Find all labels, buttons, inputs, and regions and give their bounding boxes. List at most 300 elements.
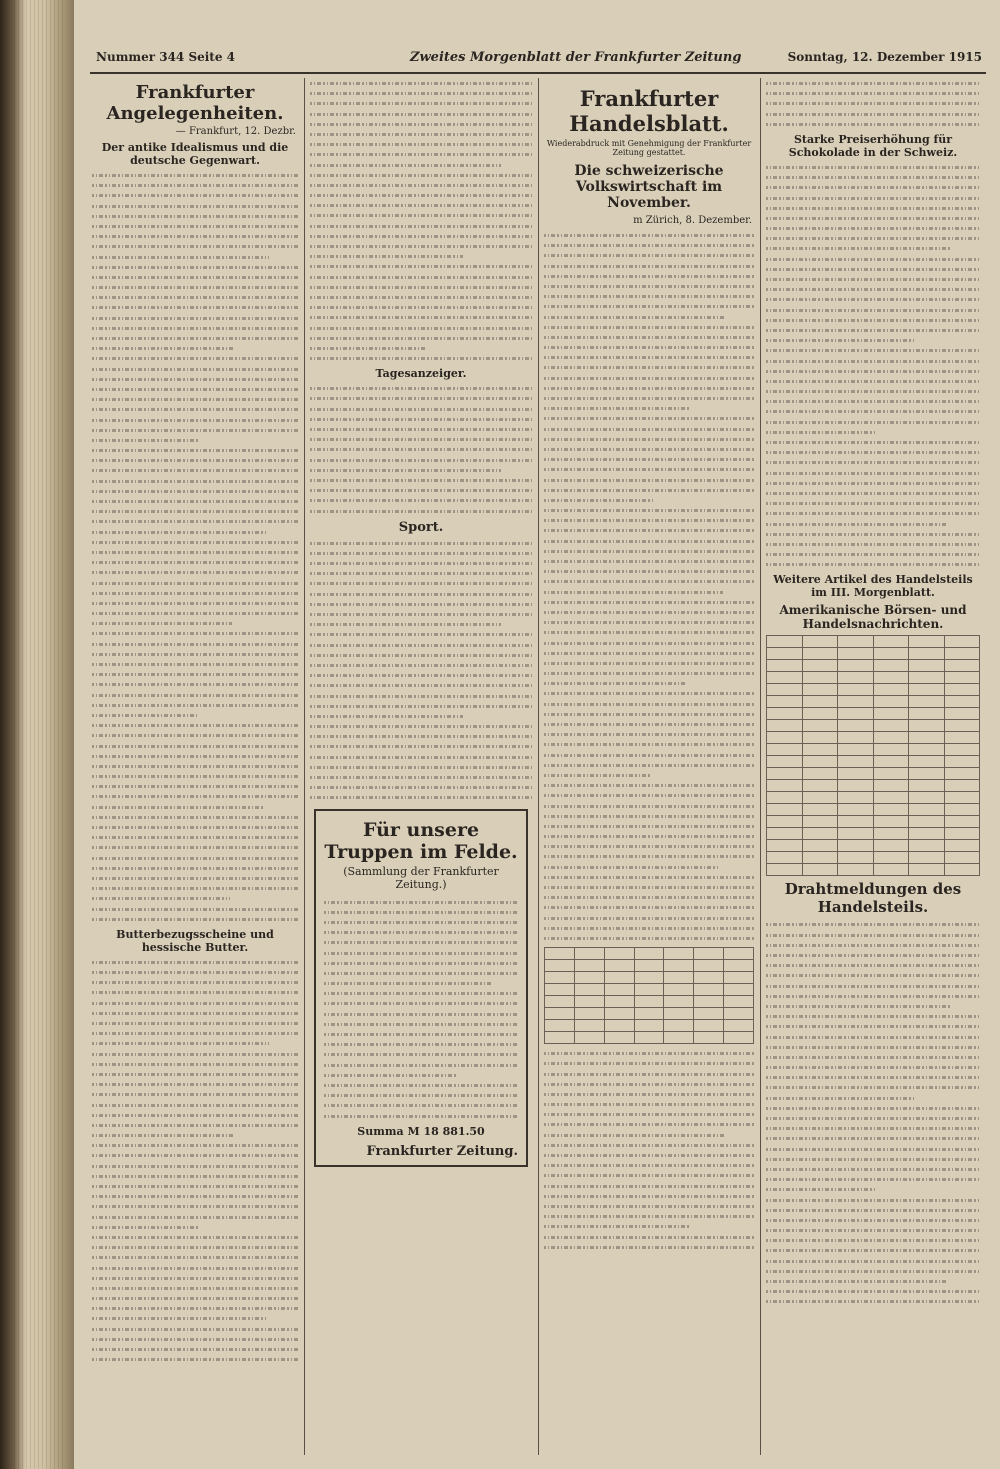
text-line xyxy=(766,1021,980,1031)
text-line xyxy=(92,893,230,903)
text-line xyxy=(544,413,754,423)
text-line xyxy=(544,475,754,485)
table-cell xyxy=(802,828,838,840)
table-cell xyxy=(838,816,874,828)
butter-body xyxy=(92,957,298,1365)
text-line xyxy=(310,701,532,711)
text-line xyxy=(310,609,532,619)
troops-total: Summa M 18 881.50 xyxy=(357,1124,485,1138)
text-line xyxy=(544,566,754,576)
table-cell xyxy=(574,984,604,996)
text-line xyxy=(544,1099,754,1109)
text-line xyxy=(92,578,298,588)
text-line xyxy=(766,109,980,119)
text-line xyxy=(766,264,980,274)
text-line xyxy=(310,312,532,322)
table-cell xyxy=(802,744,838,756)
table-cell xyxy=(664,1020,694,1032)
text-line xyxy=(92,1059,298,1069)
text-line xyxy=(766,162,980,172)
table-cell xyxy=(664,984,694,996)
troops-appeal-box xyxy=(314,809,528,1167)
text-line xyxy=(92,465,298,475)
table-row xyxy=(767,864,980,876)
text-line xyxy=(544,271,754,281)
text-line xyxy=(544,882,754,892)
table-cell xyxy=(944,828,980,840)
table-cell xyxy=(604,984,634,996)
text-line xyxy=(544,1089,754,1099)
page-header xyxy=(90,48,986,72)
table-cell xyxy=(634,1032,664,1044)
table-cell xyxy=(574,1032,604,1044)
text-line xyxy=(544,933,754,943)
text-line xyxy=(544,362,754,372)
table-cell xyxy=(838,852,874,864)
text-line xyxy=(766,940,980,950)
table-row xyxy=(545,960,754,972)
text-line xyxy=(544,281,754,291)
text-line xyxy=(544,1201,754,1211)
text-line xyxy=(92,1283,298,1293)
table-cell xyxy=(802,732,838,744)
text-line xyxy=(766,366,980,376)
table-cell xyxy=(767,756,803,768)
table-cell xyxy=(873,696,909,708)
text-line xyxy=(766,254,980,264)
text-line xyxy=(324,988,518,998)
table-row xyxy=(767,804,980,816)
text-line xyxy=(324,1070,458,1080)
text-line xyxy=(544,1211,754,1221)
table-row xyxy=(767,780,980,792)
text-line xyxy=(766,1052,980,1062)
table-row xyxy=(767,852,980,864)
table-cell xyxy=(767,708,803,720)
text-line xyxy=(766,478,980,488)
text-line xyxy=(544,831,754,841)
text-line xyxy=(92,1008,298,1018)
table-cell xyxy=(909,636,945,648)
text-line xyxy=(766,243,950,253)
table-cell xyxy=(909,816,945,828)
table-row xyxy=(767,696,980,708)
text-line xyxy=(766,508,980,518)
text-line xyxy=(544,342,754,352)
text-line xyxy=(92,957,298,967)
text-line xyxy=(544,770,651,780)
text-line xyxy=(766,1001,950,1011)
butter-heading: Butterbezugsscheine und hessische Butter. xyxy=(116,927,274,954)
table-cell xyxy=(724,996,754,1008)
text-line xyxy=(544,301,754,311)
text-line xyxy=(544,261,754,271)
table-cell xyxy=(545,996,575,1008)
text-line xyxy=(324,958,518,968)
table-cell xyxy=(767,816,803,828)
text-line xyxy=(92,282,298,292)
text-line xyxy=(310,149,532,159)
market-table xyxy=(766,635,980,876)
text-line xyxy=(92,445,298,455)
text-line xyxy=(544,1048,754,1058)
table-cell xyxy=(873,648,909,660)
table-cell xyxy=(574,972,604,984)
table-cell xyxy=(909,768,945,780)
table-cell xyxy=(767,732,803,744)
handelsblatt-title: Frankfurter Handelsblatt. xyxy=(569,86,729,136)
text-line xyxy=(310,670,532,680)
text-line xyxy=(766,559,980,569)
table-cell xyxy=(944,636,980,648)
text-line xyxy=(92,231,298,241)
text-line xyxy=(310,782,532,792)
text-line xyxy=(766,1296,980,1306)
text-line xyxy=(310,200,532,210)
text-line xyxy=(92,1100,298,1110)
text-line xyxy=(544,811,754,821)
table-cell xyxy=(909,660,945,672)
table-cell xyxy=(767,852,803,864)
text-line xyxy=(766,396,980,406)
table-cell xyxy=(724,1020,754,1032)
text-line xyxy=(92,1069,298,1079)
table-cell xyxy=(838,660,874,672)
table-cell xyxy=(909,672,945,684)
table-cell xyxy=(767,672,803,684)
text-line xyxy=(92,201,298,211)
table-cell xyxy=(802,672,838,684)
text-line xyxy=(92,812,298,822)
text-line xyxy=(324,1111,518,1121)
text-line xyxy=(92,1110,298,1120)
text-line xyxy=(92,1324,298,1334)
table-cell xyxy=(838,696,874,708)
column-rule xyxy=(760,78,761,1455)
swiss-economy-body-2 xyxy=(544,1048,754,1252)
text-line xyxy=(544,913,754,923)
table-cell xyxy=(802,804,838,816)
table-cell xyxy=(802,636,838,648)
text-line xyxy=(544,373,754,383)
text-line xyxy=(766,203,980,213)
table-cell xyxy=(873,636,909,648)
newspaper-page xyxy=(74,0,1000,1469)
text-line xyxy=(544,424,754,434)
table-cell xyxy=(944,708,980,720)
text-line xyxy=(92,527,267,537)
table-cell xyxy=(944,720,980,732)
text-line xyxy=(310,292,532,302)
table-cell xyxy=(767,696,803,708)
text-line xyxy=(766,539,980,549)
text-line xyxy=(544,1079,754,1089)
text-line xyxy=(544,1191,754,1201)
table-row xyxy=(767,756,980,768)
text-line xyxy=(544,1221,689,1231)
text-line xyxy=(544,536,754,546)
table-cell xyxy=(944,648,980,660)
text-line xyxy=(544,383,754,393)
text-line xyxy=(310,691,532,701)
text-line xyxy=(766,1082,980,1092)
text-line xyxy=(544,556,754,566)
table-cell xyxy=(873,804,909,816)
swiss-economy-dateline: m Zürich, 8. Dezember. xyxy=(633,215,752,226)
table-row xyxy=(545,1032,754,1044)
table-cell xyxy=(767,684,803,696)
text-line xyxy=(766,488,980,498)
text-line xyxy=(310,241,532,251)
table-cell xyxy=(767,792,803,804)
text-line xyxy=(766,519,948,529)
table-row xyxy=(767,648,980,660)
text-line xyxy=(92,1252,298,1262)
table-cell xyxy=(802,684,838,696)
text-line xyxy=(92,741,298,751)
text-line xyxy=(92,262,298,272)
text-line xyxy=(310,629,532,639)
misc-body xyxy=(310,78,532,363)
table-cell xyxy=(944,672,980,684)
text-line xyxy=(324,1080,518,1090)
text-line xyxy=(544,760,754,770)
text-line xyxy=(92,425,298,435)
table-cell xyxy=(873,660,909,672)
column-rule xyxy=(538,78,539,1455)
text-line xyxy=(310,619,501,629)
table-cell xyxy=(545,948,575,960)
table-cell xyxy=(724,948,754,960)
text-line xyxy=(324,1060,518,1070)
text-line xyxy=(92,1181,298,1191)
table-cell xyxy=(873,672,909,684)
table-row xyxy=(545,1020,754,1032)
text-line xyxy=(544,291,754,301)
text-line xyxy=(766,919,980,929)
text-line xyxy=(766,325,980,335)
table-row xyxy=(545,996,754,1008)
table-cell xyxy=(767,636,803,648)
text-line xyxy=(766,1266,980,1276)
text-line xyxy=(92,710,197,720)
text-line xyxy=(92,211,298,221)
text-line xyxy=(766,930,980,940)
table-cell xyxy=(664,948,694,960)
text-line xyxy=(92,1018,298,1028)
text-line xyxy=(766,386,980,396)
text-line xyxy=(766,1256,980,1266)
text-line xyxy=(92,252,269,262)
text-line xyxy=(92,384,298,394)
text-line xyxy=(544,678,687,688)
text-line xyxy=(324,998,518,1008)
troops-subtitle: (Sammlung der Frankfurter Zeitung.) xyxy=(343,864,499,891)
table-cell xyxy=(838,864,874,876)
text-line xyxy=(92,1344,298,1354)
table-cell xyxy=(944,660,980,672)
table-cell xyxy=(838,732,874,744)
table-cell xyxy=(909,828,945,840)
table-cell xyxy=(873,768,909,780)
text-line xyxy=(544,1140,754,1150)
text-line xyxy=(92,649,298,659)
table-cell xyxy=(694,984,724,996)
text-line xyxy=(766,981,980,991)
table-row xyxy=(767,684,980,696)
text-line xyxy=(310,660,532,670)
table-cell xyxy=(802,780,838,792)
column-market-news xyxy=(766,78,980,1455)
article-body xyxy=(92,170,298,924)
column-handelsblatt xyxy=(544,78,754,1455)
table-cell xyxy=(802,720,838,732)
text-line xyxy=(310,424,532,434)
text-line xyxy=(92,241,298,251)
text-line xyxy=(92,822,298,832)
issue-date: Sonntag, 12. Dezember 1915 xyxy=(787,50,982,64)
text-line xyxy=(310,772,532,782)
table-cell xyxy=(767,720,803,732)
table-cell xyxy=(694,972,724,984)
table-cell xyxy=(873,816,909,828)
wire-reports-heading: Drahtmeldungen des Handelsteils. xyxy=(784,880,962,917)
text-line xyxy=(766,1093,914,1103)
text-line xyxy=(92,506,298,516)
table-cell xyxy=(873,852,909,864)
text-line xyxy=(544,1130,725,1140)
table-row xyxy=(545,1008,754,1020)
text-line xyxy=(92,1212,298,1222)
text-line xyxy=(92,751,298,761)
text-line xyxy=(92,967,298,977)
text-line xyxy=(544,780,754,790)
text-line xyxy=(544,648,754,658)
table-cell xyxy=(767,744,803,756)
statistics-table xyxy=(544,947,754,1044)
text-line xyxy=(310,353,532,363)
text-line xyxy=(310,272,532,282)
text-line xyxy=(92,1161,298,1171)
text-line xyxy=(310,180,532,190)
table-cell xyxy=(802,708,838,720)
table-cell xyxy=(604,1020,634,1032)
text-line xyxy=(92,1354,298,1364)
table-cell xyxy=(802,852,838,864)
text-line xyxy=(766,1276,948,1286)
text-line xyxy=(544,658,754,668)
text-line xyxy=(544,709,754,719)
table-cell xyxy=(873,840,909,852)
text-line xyxy=(92,863,298,873)
troops-body xyxy=(324,897,518,1121)
table-cell xyxy=(909,864,945,876)
text-line xyxy=(544,668,754,678)
table-cell xyxy=(664,1032,694,1044)
table-cell xyxy=(873,756,909,768)
text-line xyxy=(310,109,532,119)
text-line xyxy=(92,987,298,997)
text-line xyxy=(544,1058,754,1068)
text-line xyxy=(324,917,518,927)
text-line xyxy=(92,977,298,987)
text-line xyxy=(544,485,754,495)
text-line xyxy=(544,576,754,586)
table-row xyxy=(767,840,980,852)
text-line xyxy=(310,88,532,98)
text-line xyxy=(766,335,914,345)
table-cell xyxy=(944,696,980,708)
book-spine xyxy=(0,0,74,1469)
table-cell xyxy=(909,696,945,708)
text-line xyxy=(92,170,298,180)
table-cell xyxy=(944,732,980,744)
text-line xyxy=(92,557,298,567)
text-line xyxy=(310,599,532,609)
text-line xyxy=(766,1072,980,1082)
text-line xyxy=(310,711,463,721)
table-cell xyxy=(944,804,980,816)
swiss-economy-body xyxy=(544,230,754,943)
table-row xyxy=(545,984,754,996)
text-line xyxy=(544,699,754,709)
text-line xyxy=(92,598,298,608)
text-line xyxy=(544,862,720,872)
text-line xyxy=(92,679,298,689)
table-row xyxy=(767,816,980,828)
table-cell xyxy=(944,756,980,768)
table-cell xyxy=(545,960,575,972)
text-line xyxy=(92,628,298,638)
table-cell xyxy=(838,684,874,696)
text-line xyxy=(544,1232,754,1242)
table-cell xyxy=(604,1008,634,1020)
text-line xyxy=(766,294,980,304)
text-line xyxy=(92,700,298,710)
table-cell xyxy=(767,804,803,816)
text-line xyxy=(766,233,980,243)
text-line xyxy=(92,1303,298,1313)
tagesanzeiger-body xyxy=(310,383,532,515)
text-line xyxy=(544,841,754,851)
table-cell xyxy=(574,948,604,960)
table-cell xyxy=(545,984,575,996)
text-line xyxy=(544,1119,754,1129)
text-line xyxy=(544,434,754,444)
text-line xyxy=(310,190,532,200)
text-line xyxy=(310,323,532,333)
text-line xyxy=(310,741,532,751)
text-line xyxy=(310,578,532,588)
text-line xyxy=(766,498,980,508)
table-cell xyxy=(838,840,874,852)
column-local-news xyxy=(92,78,298,1455)
text-line xyxy=(310,434,532,444)
text-line xyxy=(766,1174,980,1184)
text-line xyxy=(92,567,298,577)
text-line xyxy=(324,1019,518,1029)
text-line xyxy=(766,1103,980,1113)
table-cell xyxy=(634,1008,664,1020)
text-line xyxy=(92,486,298,496)
text-line xyxy=(310,282,532,292)
table-cell xyxy=(767,660,803,672)
table-cell xyxy=(664,996,694,1008)
table-cell xyxy=(838,804,874,816)
text-line xyxy=(544,1160,754,1170)
text-line xyxy=(544,821,754,831)
text-line xyxy=(766,1205,980,1215)
